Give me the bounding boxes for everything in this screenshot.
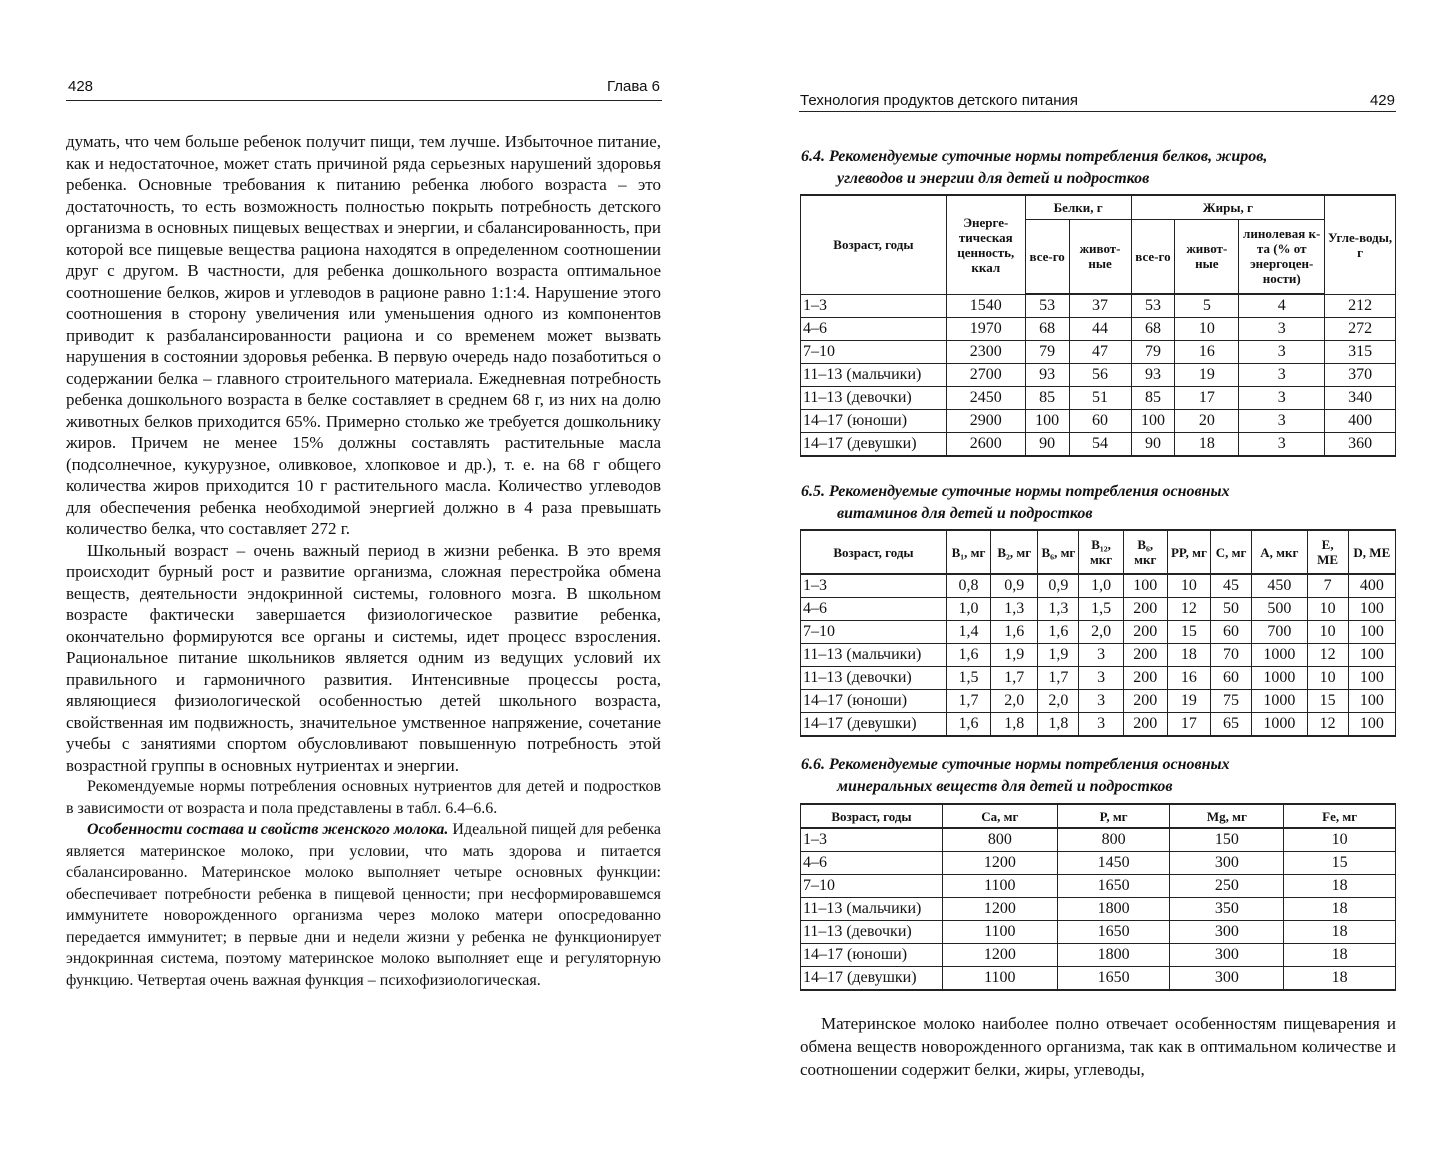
value-cell: 10 xyxy=(1175,318,1239,341)
value-cell: 3 xyxy=(1079,667,1123,690)
caption-line: витаминов для детей и подростков xyxy=(837,505,1093,522)
value-cell: 2600 xyxy=(946,433,1025,457)
table-row xyxy=(801,828,1396,852)
value-cell: 2,0 xyxy=(1079,621,1123,644)
value-cell: 12 xyxy=(1307,713,1348,737)
value-cell: 272 xyxy=(1325,318,1396,341)
value-cell: 18 xyxy=(1284,898,1396,921)
age-cell: 11–13 (мальчики) xyxy=(801,364,947,387)
right-body xyxy=(800,1012,1396,1081)
header-cell: D, ME xyxy=(1348,530,1395,574)
header-age: Возраст, годы xyxy=(801,804,943,828)
value-cell: 7 xyxy=(1307,574,1348,598)
age-cell: 14–17 (девушки) xyxy=(801,713,947,737)
value-cell: 300 xyxy=(1170,944,1284,967)
header-cell: B₁₂, мкг xyxy=(1079,530,1123,574)
right-page xyxy=(727,0,1453,1162)
value-cell: 1800 xyxy=(1057,944,1170,967)
caption-line: углеводов и энергии для детей и подростков xyxy=(837,170,1150,187)
value-cell: 19 xyxy=(1167,690,1210,713)
value-cell: 1200 xyxy=(942,944,1057,967)
value-cell: 37 xyxy=(1069,294,1131,318)
age-cell: 1–3 xyxy=(801,828,943,852)
value-cell: 2450 xyxy=(946,387,1025,410)
value-cell: 100 xyxy=(1348,690,1395,713)
header-proteins-total: все-го xyxy=(1025,219,1069,294)
value-cell: 18 xyxy=(1284,944,1396,967)
table-row xyxy=(801,967,1396,991)
value-cell: 1200 xyxy=(942,898,1057,921)
value-cell: 100 xyxy=(1348,667,1395,690)
table-row xyxy=(801,852,1396,875)
value-cell: 68 xyxy=(1131,318,1175,341)
caption-line: 6.4. Рекомендуемые суточные нормы потребления белков, жиров, xyxy=(801,148,1268,165)
value-cell: 2,0 xyxy=(1038,690,1079,713)
value-cell: 250 xyxy=(1170,875,1284,898)
value-cell: 56 xyxy=(1069,364,1131,387)
value-cell: 15 xyxy=(1284,852,1396,875)
value-cell: 3 xyxy=(1079,713,1123,737)
value-cell: 150 xyxy=(1170,828,1284,852)
value-cell: 15 xyxy=(1307,690,1348,713)
table-minerals xyxy=(800,803,1396,991)
value-cell: 100 xyxy=(1348,598,1395,621)
header-row xyxy=(801,530,1396,574)
value-cell: 200 xyxy=(1123,644,1167,667)
value-cell: 18 xyxy=(1175,433,1239,457)
age-cell: 7–10 xyxy=(801,875,943,898)
value-cell: 0,8 xyxy=(946,574,990,598)
value-cell: 370 xyxy=(1325,364,1396,387)
run-in-heading: Особенности состава и свойств женского молока. xyxy=(87,821,449,838)
value-cell: 1,7 xyxy=(991,667,1038,690)
table-body xyxy=(801,828,1396,990)
value-cell: 1450 xyxy=(1057,852,1170,875)
value-cell: 1650 xyxy=(1057,921,1170,944)
value-cell: 3 xyxy=(1079,690,1123,713)
table-caption xyxy=(801,754,1401,798)
header-fats-animal: живот-ные xyxy=(1175,219,1239,294)
age-cell: 14–17 (девушки) xyxy=(801,433,947,457)
value-cell: 93 xyxy=(1025,364,1069,387)
age-cell: 4–6 xyxy=(801,318,947,341)
value-cell: 100 xyxy=(1348,713,1395,737)
age-cell: 7–10 xyxy=(801,341,947,364)
value-cell: 47 xyxy=(1069,341,1131,364)
age-cell: 1–3 xyxy=(801,294,947,318)
value-cell: 200 xyxy=(1123,621,1167,644)
value-cell: 340 xyxy=(1325,387,1396,410)
age-cell: 14–17 (юноши) xyxy=(801,410,947,433)
value-cell: 1,6 xyxy=(991,621,1038,644)
running-title: Технология продуктов детского питания xyxy=(800,92,1079,109)
value-cell: 3 xyxy=(1239,387,1325,410)
table-row xyxy=(801,574,1396,598)
table-caption xyxy=(801,481,1401,525)
value-cell: 1,8 xyxy=(1038,713,1079,737)
value-cell: 1100 xyxy=(942,875,1057,898)
header-cell: A, мкг xyxy=(1252,530,1307,574)
value-cell: 100 xyxy=(1131,410,1175,433)
value-cell: 100 xyxy=(1348,644,1395,667)
table-row xyxy=(801,898,1396,921)
left-body xyxy=(66,131,661,991)
value-cell: 44 xyxy=(1069,318,1131,341)
table-row xyxy=(801,433,1396,457)
value-cell: 93 xyxy=(1131,364,1175,387)
table-caption xyxy=(801,146,1401,190)
value-cell: 1000 xyxy=(1252,644,1307,667)
value-cell: 17 xyxy=(1175,387,1239,410)
value-cell: 1,7 xyxy=(946,690,990,713)
value-cell: 10 xyxy=(1307,667,1348,690)
value-cell: 1200 xyxy=(942,852,1057,875)
value-cell: 1000 xyxy=(1252,690,1307,713)
header-energy: Энерге-тическая ценность, ккал xyxy=(946,195,1025,294)
value-cell: 60 xyxy=(1211,667,1252,690)
value-cell: 1,7 xyxy=(1038,667,1079,690)
table-row xyxy=(801,387,1396,410)
value-cell: 19 xyxy=(1175,364,1239,387)
age-cell: 11–13 (девочки) xyxy=(801,921,943,944)
table-row xyxy=(801,921,1396,944)
age-cell: 11–13 (девочки) xyxy=(801,667,947,690)
value-cell: 200 xyxy=(1123,667,1167,690)
caption-line: 6.5. Рекомендуемые суточные нормы потребления основных xyxy=(801,483,1230,500)
table-row xyxy=(801,690,1396,713)
value-cell: 1100 xyxy=(942,921,1057,944)
table-row xyxy=(801,875,1396,898)
value-cell: 1,9 xyxy=(1038,644,1079,667)
header-carbs: Угле-воды, г xyxy=(1325,195,1396,294)
age-cell: 4–6 xyxy=(801,598,947,621)
value-cell: 200 xyxy=(1123,598,1167,621)
table-row xyxy=(801,713,1396,737)
value-cell: 350 xyxy=(1170,898,1284,921)
table-row xyxy=(801,294,1396,318)
value-cell: 100 xyxy=(1123,574,1167,598)
age-cell: 11–13 (мальчики) xyxy=(801,898,943,921)
table-row xyxy=(801,644,1396,667)
caption-line: 6.6. Рекомендуемые суточные нормы потребления основных xyxy=(801,756,1230,773)
value-cell: 1000 xyxy=(1252,667,1307,690)
value-cell: 45 xyxy=(1211,574,1252,598)
value-cell: 700 xyxy=(1252,621,1307,644)
page-number: 428 xyxy=(68,78,94,95)
table-row xyxy=(801,318,1396,341)
value-cell: 1,0 xyxy=(946,598,990,621)
value-cell: 3 xyxy=(1079,644,1123,667)
table-protein-fat-carbs xyxy=(800,194,1396,457)
table-body xyxy=(801,574,1396,736)
value-cell: 2900 xyxy=(946,410,1025,433)
value-cell: 1,4 xyxy=(946,621,990,644)
header-age: Возраст, годы xyxy=(801,530,947,574)
value-cell: 3 xyxy=(1239,410,1325,433)
value-cell: 90 xyxy=(1025,433,1069,457)
left-page xyxy=(0,0,726,1162)
value-cell: 0,9 xyxy=(991,574,1038,598)
header-proteins-animal: живот-ные xyxy=(1069,219,1131,294)
value-cell: 1,5 xyxy=(1079,598,1123,621)
value-cell: 53 xyxy=(1131,294,1175,318)
value-cell: 85 xyxy=(1131,387,1175,410)
value-cell: 90 xyxy=(1131,433,1175,457)
header-fats: Жиры, г xyxy=(1131,195,1325,219)
value-cell: 100 xyxy=(1025,410,1069,433)
header-cell: Fe, мг xyxy=(1284,804,1396,828)
value-cell: 5 xyxy=(1175,294,1239,318)
value-cell: 1,5 xyxy=(946,667,990,690)
header-rule xyxy=(66,100,662,101)
header-linoleic: линолевая к-та (% от энергоцен-ности) xyxy=(1239,219,1325,294)
value-cell: 200 xyxy=(1123,713,1167,737)
value-cell: 79 xyxy=(1131,341,1175,364)
caption-line: минеральных веществ для детей и подростков xyxy=(837,778,1173,795)
value-cell: 1970 xyxy=(946,318,1025,341)
value-cell: 53 xyxy=(1025,294,1069,318)
header-cell: B₂, мг xyxy=(991,530,1038,574)
age-cell: 11–13 (мальчики) xyxy=(801,644,947,667)
table-vitamins xyxy=(800,529,1396,737)
value-cell: 800 xyxy=(1057,828,1170,852)
value-cell: 20 xyxy=(1175,410,1239,433)
value-cell: 1,6 xyxy=(946,713,990,737)
value-cell: 3 xyxy=(1239,433,1325,457)
value-cell: 85 xyxy=(1025,387,1069,410)
value-cell: 1540 xyxy=(946,294,1025,318)
paragraph-text: Идеальной пищей для ребенка является материнское молоко, при условии, что мать здорова и питается сбалансированно. Материнское молоко выполняет четыре основных функции: обеспечивает потребности ребенка в пищевой ценности; при несформировавшемся иммунитете новорожденного организма через молоко матери опосредованно передается иммунитет; в первые дни и недели жизни у ребенка не функционирует эндокринная система, поэтому материнское молоко выполняет еще и регуляторную функцию. Четвертая очень важная функция – психофизиологическая. xyxy=(66,821,662,989)
header-cell: PP, мг xyxy=(1167,530,1210,574)
value-cell: 1,9 xyxy=(991,644,1038,667)
value-cell: 16 xyxy=(1167,667,1210,690)
value-cell: 10 xyxy=(1307,598,1348,621)
value-cell: 300 xyxy=(1170,852,1284,875)
header-cell: B₆, мкг xyxy=(1123,530,1167,574)
header-rule xyxy=(799,111,1396,112)
value-cell: 1,3 xyxy=(1038,598,1079,621)
value-cell: 50 xyxy=(1211,598,1252,621)
header-cell: P, мг xyxy=(1057,804,1170,828)
value-cell: 51 xyxy=(1069,387,1131,410)
value-cell: 100 xyxy=(1348,621,1395,644)
table-row xyxy=(801,364,1396,387)
value-cell: 0,9 xyxy=(1038,574,1079,598)
value-cell: 3 xyxy=(1239,364,1325,387)
value-cell: 2300 xyxy=(946,341,1025,364)
table-row xyxy=(801,341,1396,364)
value-cell: 18 xyxy=(1284,875,1396,898)
age-cell: 14–17 (юноши) xyxy=(801,944,943,967)
header-cell: B₁, мг xyxy=(946,530,990,574)
header-fats-total: все-го xyxy=(1131,219,1175,294)
value-cell: 3 xyxy=(1239,318,1325,341)
header-cell: E, ME xyxy=(1307,530,1348,574)
value-cell: 1100 xyxy=(942,967,1057,991)
value-cell: 3 xyxy=(1239,341,1325,364)
value-cell: 18 xyxy=(1284,967,1396,991)
value-cell: 4 xyxy=(1239,294,1325,318)
paragraph: думать, что чем больше ребенок получит пищи, тем лучше. Избыточное питание, как и недостаточное, может стать причиной ряда серьезных нарушений здоровья ребенка. Основные требования к питанию ребенка любого возраста – это достаточность, то есть возможность полностью покрыть потребность детского организма в основных пищевых веществах и энергии, и сбалансированность, при которой все пищевые вещества рациона находятся в определенном соотношении друг с другом. В частности, для ребенка дошкольного возраста оптимальное соотношение белков, жиров и углеводов в рационе равно 1:1:4. Нарушение этого соотношения в сторону увеличения или уменьшения одного из компонентов приводит к разбалансированности рациона и со временем может вызвать нарушения в состоянии здоровья ребенка. В первую очередь надо позаботиться о содержании белка – главного строительного материала. Ежедневная потребность ребенка дошкольного возраста в белке составляет в среднем 68 г, из них на долю животных белков приходится 65%. Примерно столько же требуется дошкольнику жиров. Причем не менее 15% должны составлять растительные масла (подсолнечное, кукурузное, оливковое, хлопковое и др.), т. е. на 68 г общего количества жиров приходится 10 г растительного масла. Количество углеводов для обеспечения ребенка необходимой энергией должно в 4 раза превышать количество белка, что составляет 272 г. xyxy=(66,132,661,538)
header-proteins: Белки, г xyxy=(1025,195,1131,219)
value-cell: 1,8 xyxy=(991,713,1038,737)
value-cell: 400 xyxy=(1325,410,1396,433)
value-cell: 70 xyxy=(1211,644,1252,667)
value-cell: 400 xyxy=(1348,574,1395,598)
age-cell: 7–10 xyxy=(801,621,947,644)
value-cell: 315 xyxy=(1325,341,1396,364)
table-row xyxy=(801,621,1396,644)
table-row xyxy=(801,410,1396,433)
value-cell: 212 xyxy=(1325,294,1396,318)
value-cell: 15 xyxy=(1167,621,1210,644)
value-cell: 2700 xyxy=(946,364,1025,387)
value-cell: 300 xyxy=(1170,967,1284,991)
value-cell: 12 xyxy=(1167,598,1210,621)
page-number: 429 xyxy=(1369,92,1395,109)
value-cell: 800 xyxy=(942,828,1057,852)
value-cell: 18 xyxy=(1167,644,1210,667)
value-cell: 360 xyxy=(1325,433,1396,457)
paragraph: Школьный возраст – очень важный период в жизни ребенка. В это время происходит бурный рост и развитие организма, сложная перестройка обмена веществ, деятельности эндокринной системы, головного мозга. В школьном возрасте фактически завершается физиологическое развитие ребенка, окончательно формируются все органы и системы, идет процесс взросления. Рациональное питание школьников является одним из ведущих условий их правильного и гармоничного развития. Интенсивные процессы роста, являющиеся физиологической особенностью детей школьного возраста, свойственная им подвижность, значительное умственное напряжение, сочетание учебы с занятиями спортом обусловливают повышенную потребность этой возрастной группы в основных нутриентах и энергии. xyxy=(66,540,661,775)
value-cell: 450 xyxy=(1252,574,1307,598)
paragraph: Рекомендуемые нормы потребления основных нутриентов для детей и подростков в зависимости от возраста и пола представлены в табл. 6.4–6.6. xyxy=(66,778,661,817)
value-cell: 79 xyxy=(1025,341,1069,364)
age-cell: 1–3 xyxy=(801,574,947,598)
age-cell: 11–13 (девочки) xyxy=(801,387,947,410)
value-cell: 500 xyxy=(1252,598,1307,621)
value-cell: 18 xyxy=(1284,921,1396,944)
value-cell: 1,6 xyxy=(1038,621,1079,644)
value-cell: 1,3 xyxy=(991,598,1038,621)
value-cell: 1,0 xyxy=(1079,574,1123,598)
paragraph: Материнское молоко наиболее полно отвечает особенностям пищеварения и обмена веществ новорожденного организма, так как в оптимальном количестве и соотношении содержит белки, жиры, углеводы, xyxy=(800,1014,1396,1079)
value-cell: 54 xyxy=(1069,433,1131,457)
value-cell: 10 xyxy=(1167,574,1210,598)
value-cell: 75 xyxy=(1211,690,1252,713)
header-cell: Mg, мг xyxy=(1170,804,1284,828)
value-cell: 10 xyxy=(1307,621,1348,644)
value-cell: 2,0 xyxy=(991,690,1038,713)
value-cell: 60 xyxy=(1211,621,1252,644)
chapter-title: Глава 6 xyxy=(606,78,660,95)
value-cell: 16 xyxy=(1175,341,1239,364)
header-age: Возраст, годы xyxy=(801,195,947,294)
header-row xyxy=(801,804,1396,828)
table-row xyxy=(801,667,1396,690)
table-row xyxy=(801,944,1396,967)
value-cell: 1,6 xyxy=(946,644,990,667)
age-cell: 14–17 (юноши) xyxy=(801,690,947,713)
table-row xyxy=(801,598,1396,621)
value-cell: 12 xyxy=(1307,644,1348,667)
value-cell: 10 xyxy=(1284,828,1396,852)
value-cell: 1800 xyxy=(1057,898,1170,921)
value-cell: 200 xyxy=(1123,690,1167,713)
value-cell: 68 xyxy=(1025,318,1069,341)
value-cell: 60 xyxy=(1069,410,1131,433)
table-body xyxy=(801,294,1396,456)
paragraph xyxy=(66,819,661,991)
value-cell: 1650 xyxy=(1057,875,1170,898)
header-cell: B₆, мг xyxy=(1038,530,1079,574)
header-cell: Ca, мг xyxy=(942,804,1057,828)
value-cell: 65 xyxy=(1211,713,1252,737)
value-cell: 300 xyxy=(1170,921,1284,944)
age-cell: 4–6 xyxy=(801,852,943,875)
header-cell: C, мг xyxy=(1211,530,1252,574)
age-cell: 14–17 (девушки) xyxy=(801,967,943,991)
value-cell: 1000 xyxy=(1252,713,1307,737)
value-cell: 1650 xyxy=(1057,967,1170,991)
value-cell: 17 xyxy=(1167,713,1210,737)
